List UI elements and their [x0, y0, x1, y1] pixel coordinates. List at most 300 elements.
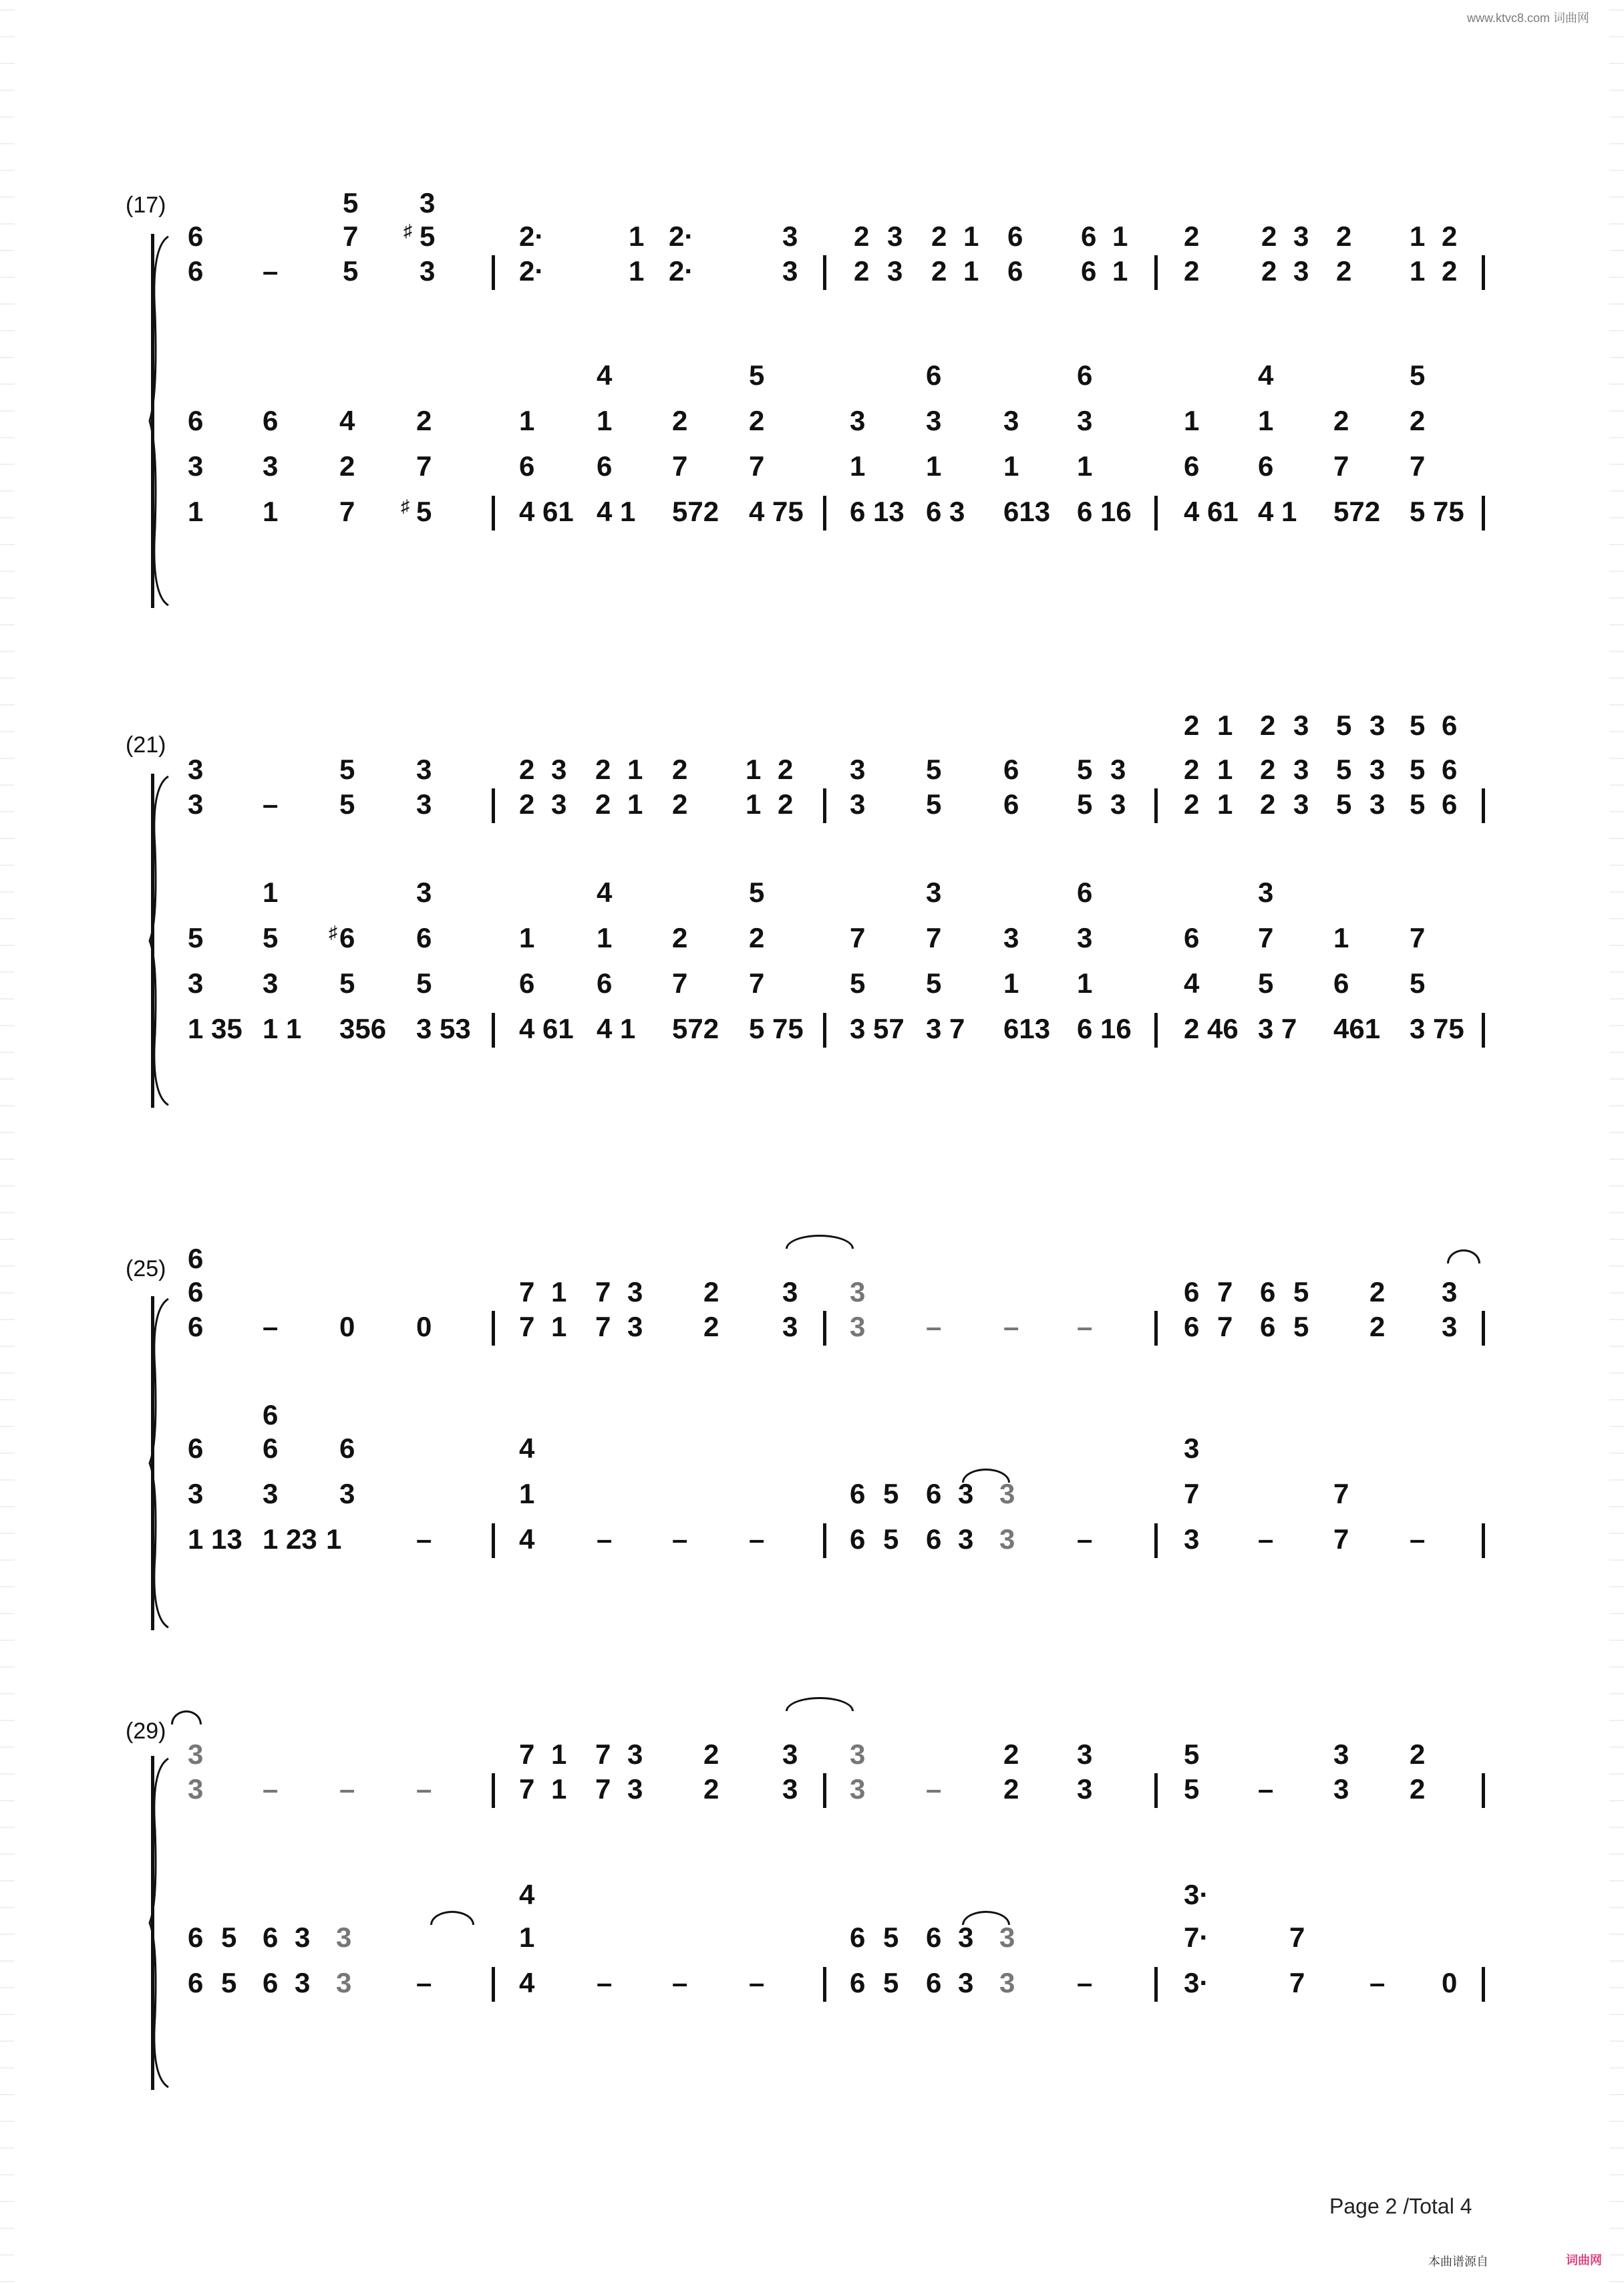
note: 6: [188, 405, 204, 436]
note: 6: [1442, 754, 1458, 785]
note: 1: [551, 1311, 567, 1342]
note: 3·: [1184, 1967, 1209, 1998]
note: 6: [1007, 255, 1023, 287]
upper-row-c: [126, 1773, 1492, 1813]
note: 3: [188, 788, 204, 820]
note: –: [416, 1967, 432, 1998]
note: 5: [883, 1523, 899, 1555]
note: 2: [1184, 788, 1200, 820]
upper-row-b: [126, 754, 1492, 794]
note: 5: [1258, 967, 1274, 999]
note: 5: [343, 255, 359, 287]
measure-barline: [823, 1311, 826, 1346]
measure-barline: [1482, 1523, 1485, 1558]
note: 7: [595, 1773, 611, 1805]
note: 1: [926, 450, 942, 482]
measure-barline: [1482, 1311, 1485, 1346]
source-label: 本曲谱源自: [1428, 2255, 1488, 2268]
note: ♯: [329, 922, 337, 942]
note: 3 57: [850, 1013, 905, 1044]
note: 7: [519, 1738, 535, 1770]
lower-row-b: [126, 405, 1492, 445]
note: 6: [263, 1399, 279, 1430]
note: 1: [1217, 788, 1233, 820]
upper-row-b: [126, 1738, 1492, 1779]
note: 4 61: [519, 496, 574, 527]
note: 6: [519, 967, 535, 999]
note: 7: [749, 967, 765, 999]
note: 3: [188, 1773, 204, 1805]
measure-barline: [823, 1013, 826, 1048]
note: 0: [416, 1311, 432, 1342]
note: 2: [931, 255, 947, 287]
right-border-pattern: [1609, 0, 1624, 2283]
note: 3: [850, 1738, 866, 1770]
note: 4: [339, 405, 355, 436]
note: 3: [416, 877, 432, 908]
note: 1: [519, 1478, 535, 1509]
note: 3: [887, 255, 903, 287]
note: 3: [1333, 1738, 1349, 1770]
note: 3: [1077, 922, 1093, 953]
note: 356: [339, 1013, 387, 1044]
note: 5: [1336, 788, 1352, 820]
note: 3: [1003, 922, 1019, 953]
note: 2 46: [1184, 1013, 1239, 1044]
note: 2: [519, 754, 535, 785]
system-21: [126, 702, 1492, 1076]
note: 7·: [1184, 1922, 1209, 1953]
lower-row-a: [126, 877, 1492, 917]
note: 1: [1333, 922, 1349, 953]
note: 1: [1112, 255, 1128, 287]
note: ♯: [401, 496, 410, 516]
note: 5: [1336, 710, 1352, 741]
note: 5 75: [749, 1013, 804, 1044]
note: 1: [1217, 710, 1233, 741]
note: 2: [1261, 220, 1277, 252]
note: 6: [188, 1243, 204, 1274]
note: ♯: [403, 220, 412, 241]
note: 4: [519, 1432, 535, 1464]
note: 3: [958, 1523, 974, 1555]
measure-barline: [823, 788, 826, 823]
note: 4: [597, 877, 613, 908]
note: 3 7: [926, 1013, 965, 1044]
note: 6: [188, 1276, 204, 1308]
note: 4: [1184, 967, 1200, 999]
note: 1: [188, 496, 204, 527]
note: 6: [339, 922, 355, 953]
note: 2: [416, 405, 432, 436]
note: 2: [854, 220, 870, 252]
measure-barline: [1482, 1013, 1485, 1048]
measure-barline: [492, 788, 495, 823]
note: 2: [703, 1738, 719, 1770]
note: 5: [1184, 1773, 1200, 1805]
note: 6: [597, 967, 613, 999]
note: 3: [295, 1922, 311, 1953]
note: 3: [926, 405, 942, 436]
note: –: [1077, 1523, 1093, 1555]
note: 2: [1184, 220, 1200, 252]
note: 3: [1293, 710, 1309, 741]
note: 6 13: [850, 496, 905, 527]
note: 7: [749, 450, 765, 482]
note: 1: [263, 496, 279, 527]
note: 6 3: [926, 496, 965, 527]
note: 1: [326, 1523, 342, 1555]
note: 2: [778, 754, 794, 785]
note: 7: [595, 1738, 611, 1770]
note: 6: [1184, 1276, 1200, 1308]
measure-barline: [1482, 1967, 1485, 2002]
note: 1: [1184, 405, 1200, 436]
note: 3: [263, 967, 279, 999]
note: 2·: [519, 220, 544, 252]
note: 3: [1258, 877, 1274, 908]
note: 1: [263, 877, 279, 908]
measure-barline: [492, 496, 495, 530]
note: –: [672, 1967, 688, 1998]
note: 3: [850, 788, 866, 820]
note: 3: [551, 788, 567, 820]
note: 3: [1293, 255, 1309, 287]
note: 2: [1260, 788, 1276, 820]
note: 1: [551, 1738, 567, 1770]
note: 5 75: [1410, 496, 1464, 527]
note: 1: [1410, 255, 1426, 287]
note: 6: [1184, 450, 1200, 482]
measure-barline: [1154, 1523, 1158, 1558]
note: 4 1: [597, 1013, 636, 1044]
note: 1: [629, 255, 645, 287]
note: 7: [595, 1311, 611, 1342]
note: 2: [1260, 710, 1276, 741]
note: 3·: [1184, 1879, 1209, 1910]
measure-barline: [492, 1311, 495, 1346]
note: 3: [1184, 1523, 1200, 1555]
measure-barline: [823, 1967, 826, 2002]
note: 7: [343, 220, 359, 252]
note: 2: [703, 1773, 719, 1805]
note: 2: [519, 788, 535, 820]
note: 6: [926, 1967, 942, 1998]
note: 7: [1333, 450, 1349, 482]
measure-number: (21): [126, 732, 166, 758]
measure-barline: [1482, 788, 1485, 823]
note: 3: [850, 1276, 866, 1308]
note: –: [1077, 1311, 1093, 1342]
note: 6: [1184, 1311, 1200, 1342]
note: 1: [629, 220, 645, 252]
note: 7: [1289, 1967, 1305, 1998]
note: 3: [420, 255, 436, 287]
note: 1: [551, 1276, 567, 1308]
note: 1: [1112, 220, 1128, 252]
note: 6: [188, 1967, 204, 1998]
note: 7: [519, 1773, 535, 1805]
measure-barline: [492, 1967, 495, 2002]
note: 6: [1007, 220, 1023, 252]
note: 3: [1184, 1432, 1200, 1464]
note: 7: [1410, 922, 1426, 953]
note: 6: [850, 1967, 866, 1998]
note: 5: [263, 922, 279, 953]
measure-barline: [1154, 1311, 1158, 1346]
note: 3: [416, 754, 432, 785]
measure-barline: [492, 255, 495, 290]
note: 3: [263, 450, 279, 482]
note: 6: [1333, 967, 1349, 999]
note: 5: [343, 187, 359, 218]
note: 6: [926, 1478, 942, 1509]
note: 2: [703, 1276, 719, 1308]
note: 2: [1261, 255, 1277, 287]
note: 6: [1081, 220, 1097, 252]
note: 3: [263, 1478, 279, 1509]
note: –: [926, 1773, 942, 1805]
upper-row-a: [126, 710, 1492, 750]
note: 3: [850, 754, 866, 785]
note: 2: [595, 788, 611, 820]
note: 7: [595, 1276, 611, 1308]
note: –: [1258, 1773, 1274, 1805]
measure-barline: [1482, 496, 1485, 530]
note: 1 1: [263, 1013, 302, 1044]
lower-row-d: [126, 1013, 1492, 1053]
measure-number: (29): [126, 1718, 166, 1744]
note: 5: [1077, 788, 1093, 820]
note: 4 61: [1184, 496, 1239, 527]
site-header: www.ktvc8.com 词曲网: [1467, 11, 1590, 25]
note: 3: [1369, 788, 1386, 820]
note: 3 53: [416, 1013, 471, 1044]
note: 6: [1442, 710, 1458, 741]
note: 2: [778, 788, 794, 820]
note: 5: [749, 877, 765, 908]
note: 5: [926, 754, 942, 785]
note: 4 75: [749, 496, 804, 527]
note: 5: [1077, 754, 1093, 785]
note: –: [263, 255, 279, 287]
note: 6: [1442, 788, 1458, 820]
note: 1: [1003, 967, 1019, 999]
note: –: [749, 1967, 765, 1998]
note: 3: [782, 220, 798, 252]
note: 2: [1442, 255, 1458, 287]
note: 3: [551, 754, 567, 785]
note: 5: [749, 359, 765, 391]
note: 3: [958, 1967, 974, 1998]
note: 4: [1258, 359, 1274, 391]
note: 3: [1077, 405, 1093, 436]
lower-row-c: [126, 967, 1492, 1008]
note: 3: [188, 754, 204, 785]
note: 2: [931, 220, 947, 252]
note: 6: [1077, 359, 1093, 391]
note: 6: [188, 220, 204, 252]
note: 6: [188, 1432, 204, 1464]
note: 3: [1369, 710, 1386, 741]
note: 7: [519, 1311, 535, 1342]
note: 5: [926, 967, 942, 999]
note: 2·: [669, 220, 694, 252]
note: 3: [958, 1478, 974, 1509]
note: –: [597, 1523, 613, 1555]
note: 1 13: [188, 1523, 242, 1555]
note: 2: [1336, 255, 1352, 287]
note: –: [749, 1523, 765, 1555]
tie: [786, 1697, 854, 1711]
note: 7: [339, 496, 355, 527]
note: 1: [746, 754, 762, 785]
measure-barline: [823, 1773, 826, 1808]
note: 2: [1410, 405, 1426, 436]
note: 2: [672, 754, 688, 785]
note: 7: [1333, 1478, 1349, 1509]
note: 6: [263, 405, 279, 436]
note: 1: [1217, 754, 1233, 785]
note: 2: [854, 255, 870, 287]
note: 2: [749, 922, 765, 953]
note: 3: [999, 1478, 1015, 1509]
note: 3: [416, 788, 432, 820]
system-17: [126, 180, 1492, 555]
measure-barline: [1154, 1967, 1158, 2002]
note: 3: [999, 1967, 1015, 1998]
measure-barline: [823, 496, 826, 530]
note: 1: [627, 788, 643, 820]
note: 4 1: [1258, 496, 1297, 527]
note: 5: [1410, 710, 1426, 741]
note: 1: [1410, 220, 1426, 252]
note: –: [416, 1773, 432, 1805]
note: 1: [519, 405, 535, 436]
lower-row-b: [126, 922, 1492, 962]
note: 6: [1003, 788, 1019, 820]
note: –: [1077, 1967, 1093, 1998]
upper-row-c: [126, 788, 1492, 828]
note: 2: [749, 405, 765, 436]
note: –: [597, 1967, 613, 1998]
note: 6: [188, 1311, 204, 1342]
note: 1: [963, 220, 979, 252]
note: 3: [1293, 754, 1309, 785]
note: 2: [1369, 1311, 1386, 1342]
measure-barline: [492, 1013, 495, 1048]
note: 5: [221, 1922, 237, 1953]
measure-barline: [823, 1523, 826, 1558]
note: 5: [188, 922, 204, 953]
note: 1 35: [188, 1013, 242, 1044]
note: 5: [221, 1967, 237, 1998]
note: 3: [188, 1738, 204, 1770]
note: 7: [1258, 922, 1274, 953]
note: 3: [1110, 754, 1126, 785]
note: 6: [188, 255, 204, 287]
lower-row-a: [126, 1879, 1492, 1919]
note: 6: [1184, 922, 1200, 953]
note: 2: [1336, 220, 1352, 252]
note: –: [263, 788, 279, 820]
note: 6: [926, 359, 942, 391]
note: 6: [1260, 1311, 1276, 1342]
note: 2: [672, 922, 688, 953]
note: 4 61: [519, 1013, 574, 1044]
note: 3: [782, 1738, 798, 1770]
note: 7: [519, 1276, 535, 1308]
note: 1: [597, 405, 613, 436]
note: 0: [1442, 1967, 1458, 1998]
note: 7: [1217, 1311, 1233, 1342]
note: 7: [926, 922, 942, 953]
note: 5: [416, 967, 432, 999]
note: 613: [1003, 1013, 1051, 1044]
note: 1: [746, 788, 762, 820]
lower-row-d: [126, 1523, 1492, 1563]
system-25: [126, 1229, 1492, 1577]
note: 2: [1184, 255, 1200, 287]
note: –: [263, 1311, 279, 1342]
site-logo[interactable]: 词曲网: [1566, 2254, 1602, 2267]
note: 3: [1077, 1738, 1093, 1770]
note: 6: [850, 1523, 866, 1555]
note: 5: [1336, 754, 1352, 785]
note: 2: [672, 405, 688, 436]
measure-barline: [1154, 496, 1158, 530]
page-indicator: Page 2 /Total 4: [1329, 2194, 1472, 2218]
note: 6: [1260, 1276, 1276, 1308]
note: 3: [188, 967, 204, 999]
note: 3: [1442, 1311, 1458, 1342]
note: 5: [1293, 1311, 1309, 1342]
note: 4: [519, 1967, 535, 1998]
note: 1: [850, 450, 866, 482]
lower-row-d: [126, 1967, 1492, 2007]
note: 3: [336, 1922, 352, 1953]
note: 2·: [519, 255, 544, 287]
note: 572: [672, 1013, 719, 1044]
note: 3: [926, 877, 942, 908]
note: –: [926, 1311, 942, 1342]
note: 1: [1003, 450, 1019, 482]
note: 5: [1410, 967, 1426, 999]
lower-row-c: [126, 1478, 1492, 1518]
note: 3: [1442, 1276, 1458, 1308]
note: 6: [850, 1478, 866, 1509]
note: 5: [1410, 359, 1426, 391]
note: 3: [627, 1773, 643, 1805]
note: 6: [1258, 450, 1274, 482]
note: 1: [1077, 967, 1093, 999]
note: 1: [551, 1773, 567, 1805]
measure-barline: [1482, 255, 1485, 290]
measure-barline: [1154, 788, 1158, 823]
note: 7: [672, 450, 688, 482]
note: 6: [926, 1922, 942, 1953]
note: 2: [1333, 405, 1349, 436]
note: 572: [672, 496, 719, 527]
note: 3 7: [1258, 1013, 1297, 1044]
measure-number: (17): [126, 192, 166, 218]
note: 2: [595, 754, 611, 785]
note: 6: [263, 1922, 279, 1953]
note: 3: [1077, 1773, 1093, 1805]
note: –: [416, 1523, 432, 1555]
note: –: [1258, 1523, 1274, 1555]
note: 2: [1410, 1738, 1426, 1770]
